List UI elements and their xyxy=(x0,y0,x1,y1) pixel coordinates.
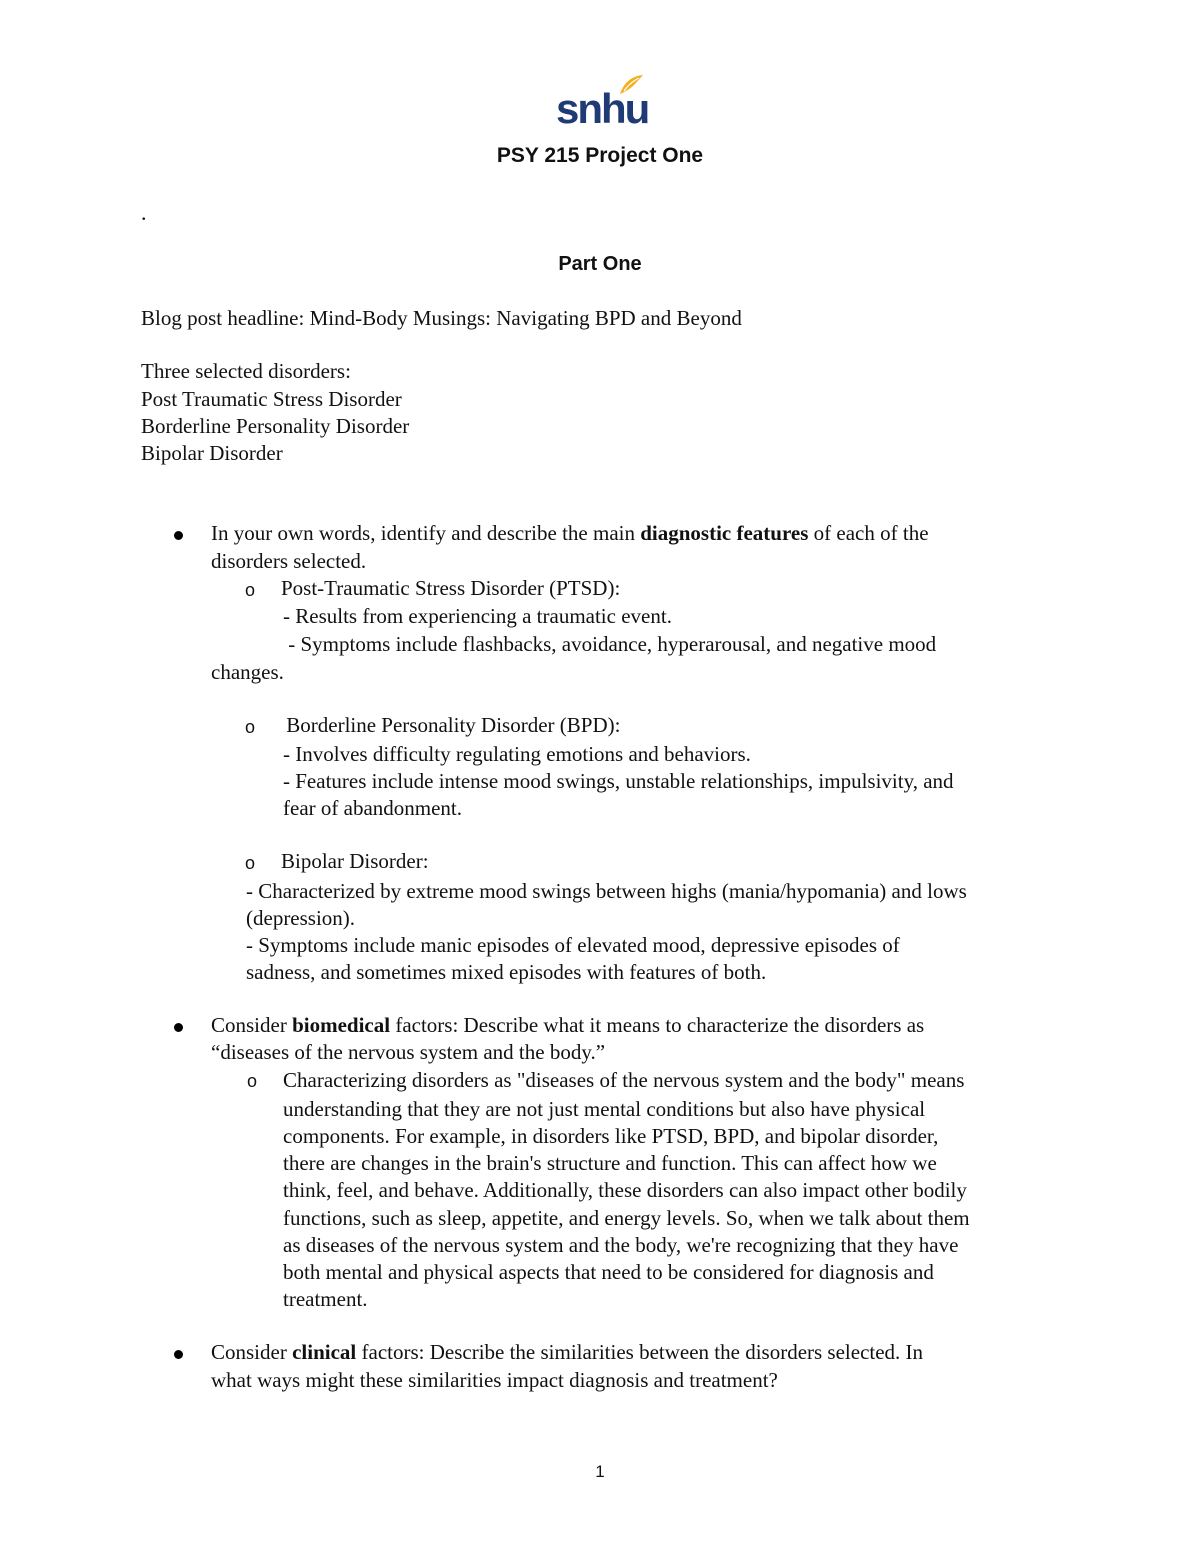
bpd-line: - Features include intense mood swings, unstable relationships, impulsivity, and xyxy=(283,769,954,793)
answer-line: functions, such as sleep, appetite, and energy levels. So, when we talk about them xyxy=(283,1206,970,1230)
part-heading: Part One xyxy=(558,253,642,275)
question-diagnostic-features: In your own words, identify and describe the main diagnostic features of each of the xyxy=(211,521,929,545)
page-number: 1 xyxy=(595,1462,605,1481)
bullet-icon xyxy=(174,1350,183,1359)
bipolar-title: Bipolar Disorder: xyxy=(281,849,429,873)
stray-dot: . xyxy=(141,200,147,225)
question-line: what ways might these similarities impact diagnosis and treatment? xyxy=(211,1368,778,1392)
logo-wordmark: snhu xyxy=(556,85,649,132)
document-title: PSY 215 Project One xyxy=(496,144,704,167)
disorder-item: Post Traumatic Stress Disorder xyxy=(141,387,402,411)
answer-line: Characterizing disorders as "diseases of the nervous system and the body" means xyxy=(283,1068,965,1092)
ptsd-line: - Results from experiencing a traumatic event. xyxy=(283,604,672,628)
answer-line: both mental and physical aspects that need to be considered for diagnosis and xyxy=(283,1260,934,1284)
answer-line: treatment. xyxy=(283,1287,368,1311)
bipolar-line: sadness, and sometimes mixed episodes with features of both. xyxy=(246,960,767,984)
ptsd-title: Post-Traumatic Stress Disorder (PTSD): xyxy=(281,576,621,600)
ptsd-line: - Symptoms include flashbacks, avoidance, hyperarousal, and negative mood xyxy=(283,632,937,656)
disorder-item: Borderline Personality Disorder xyxy=(141,414,410,438)
bipolar-line: - Symptoms include manic episodes of elevated mood, depressive episodes of xyxy=(246,933,900,957)
circle-bullet-icon: o xyxy=(245,580,256,600)
answer-line: as diseases of the nervous system and the body, we're recognizing that they have xyxy=(283,1233,959,1257)
question-line: “diseases of the nervous system and the body.” xyxy=(211,1040,606,1064)
bipolar-line: (depression). xyxy=(246,906,356,930)
disorder-item: Bipolar Disorder xyxy=(141,441,283,465)
bipolar-line: - Characterized by extreme mood swings between highs (mania/hypomania) and lows xyxy=(246,879,967,903)
circle-bullet-icon: o xyxy=(245,853,256,873)
answer-line: think, feel, and behave. Additionally, these disorders can also impact other bodily xyxy=(283,1178,967,1202)
bullet-icon xyxy=(174,1023,183,1032)
answer-line: understanding that they are not just mental conditions but also have physical xyxy=(283,1097,926,1121)
ptsd-line: changes. xyxy=(211,660,284,684)
bpd-line: fear of abandonment. xyxy=(283,796,463,820)
circle-bullet-icon: o xyxy=(245,717,256,737)
answer-line: components. For example, in disorders like PTSD, BPD, and bipolar disorder, xyxy=(283,1124,939,1148)
snhu-logo xyxy=(540,74,660,134)
answer-line: there are changes in the brain's structure and function. This can affect how we xyxy=(283,1151,937,1175)
circle-bullet-icon: o xyxy=(247,1071,258,1091)
bpd-line: - Involves difficulty regulating emotions and behaviors. xyxy=(283,742,751,766)
question-line: disorders selected. xyxy=(211,549,367,573)
bpd-title: Borderline Personality Disorder (BPD): xyxy=(281,713,621,737)
disorders-label: Three selected disorders: xyxy=(141,359,351,383)
question-biomedical: Consider biomedical factors: Describe what it means to characterize the disorders as xyxy=(211,1013,925,1037)
question-clinical: Consider clinical factors: Describe the similarities between the disorders selected. In xyxy=(211,1340,924,1364)
blog-headline: Blog post headline: Mind-Body Musings: Navigating BPD and Beyond xyxy=(141,306,742,330)
bullet-icon xyxy=(174,531,183,540)
